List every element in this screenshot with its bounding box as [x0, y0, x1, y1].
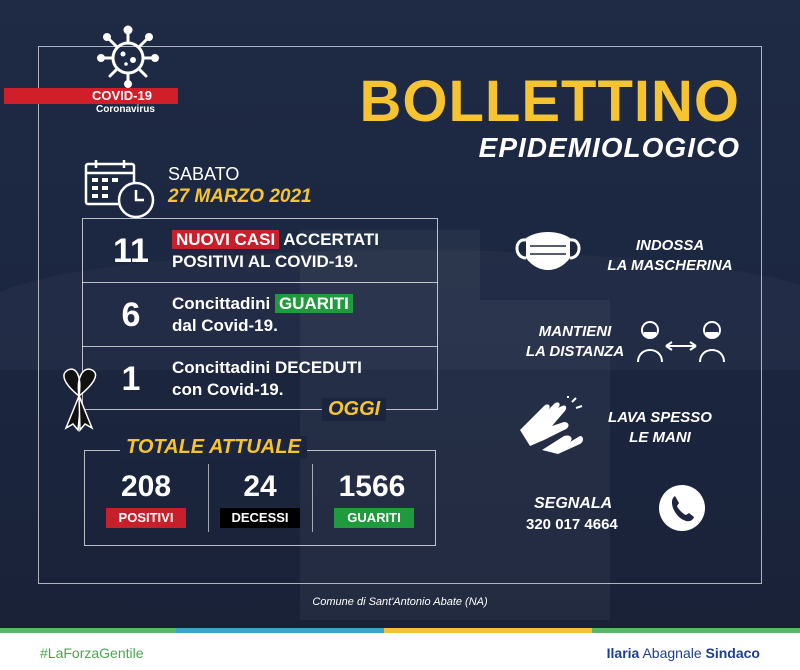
- deaths-line1: Concittadini DECEDUTI: [172, 358, 362, 377]
- page-title: BOLLETTINO: [359, 69, 740, 134]
- covid-subtitle: Coronavirus: [96, 104, 155, 115]
- signature-name: Ilaria: [606, 645, 640, 661]
- mask-icon: [512, 228, 584, 278]
- new-cases-text: [172, 229, 379, 273]
- total-recovered-number: 1566: [338, 470, 406, 503]
- mask-rule-text: [600, 236, 740, 276]
- total-recovered-badge: GUARITI: [334, 508, 414, 528]
- distance-rule-line2: LA DISTANZA: [525, 343, 625, 360]
- report-rule-label: SEGNALA: [534, 495, 613, 512]
- hands-rule-line2: LE MANI: [629, 429, 691, 446]
- footer-color-line: [0, 628, 800, 633]
- recovered-highlight: GUARITI: [275, 294, 353, 313]
- new-cases-line1: ACCERTATI: [279, 230, 379, 249]
- totals-divider: [312, 464, 313, 532]
- recovered-line2: dal Covid-19.: [172, 316, 278, 335]
- virus-icon: [96, 24, 160, 88]
- hands-washing-icon: [514, 396, 586, 456]
- today-label: OGGI: [322, 398, 386, 421]
- totals-divider: [208, 464, 209, 532]
- row-divider: [82, 282, 438, 283]
- page-subtitle: EPIDEMIOLOGICO: [478, 132, 740, 163]
- calendar-icon: [84, 158, 156, 220]
- footer-hashtag[interactable]: #LaForzaGentile: [40, 645, 144, 661]
- total-positive-number: 208: [120, 470, 172, 503]
- total-deaths-number: 24: [243, 470, 277, 503]
- new-cases-highlight: NUOVI CASI: [172, 230, 279, 249]
- totals-label: TOTALE ATTUALE: [120, 436, 307, 459]
- recovered-text: [172, 293, 353, 337]
- signature-role: Sindaco: [705, 645, 760, 661]
- recovered-prefix: Concittadini: [172, 294, 275, 313]
- footer-signature: [607, 645, 760, 661]
- municipality-caption: Comune di Sant'Antonio Abate (NA): [312, 596, 488, 608]
- distance-rule-text: [520, 322, 630, 362]
- report-phone-number[interactable]: 320 017 4664: [526, 516, 618, 533]
- covid-label: COVID-19: [92, 88, 152, 103]
- hands-rule-text: [600, 408, 720, 448]
- bulletin-day: SABATO: [168, 164, 240, 184]
- deaths-number: 1: [121, 360, 141, 398]
- distance-rule-line1: MANTIENI: [538, 323, 612, 340]
- total-deaths-badge: DECESSI: [220, 508, 300, 528]
- mourning-ribbon-icon: [54, 366, 104, 432]
- new-cases-number: 11: [113, 232, 149, 270]
- deaths-line2: con Covid-19.: [172, 380, 284, 399]
- row-divider: [82, 346, 438, 347]
- phone-icon[interactable]: [658, 484, 706, 532]
- mask-rule-line2: LA MASCHERINA: [607, 257, 733, 274]
- hands-rule-line1: LAVA SPESSO: [608, 409, 712, 426]
- deaths-text: [172, 357, 362, 401]
- distance-icon: [636, 318, 726, 366]
- new-cases-line2: POSITIVI AL COVID-19.: [172, 252, 359, 271]
- total-positive-badge: POSITIVI: [106, 508, 186, 528]
- mask-rule-line1: INDOSSA: [635, 237, 705, 254]
- recovered-number: 6: [121, 296, 141, 334]
- signature-surname: Abagnale: [642, 645, 702, 661]
- bulletin-date: 27 MARZO 2021: [168, 186, 312, 207]
